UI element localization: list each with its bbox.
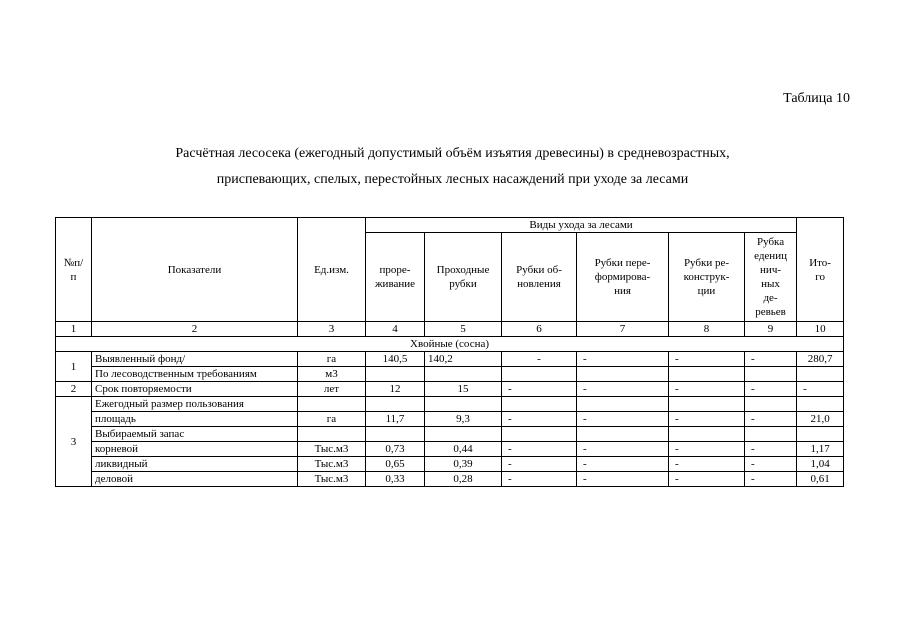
header-indicators: Показатели [92,218,298,322]
row-label: площадь [92,412,298,427]
cell-single-tree: - [745,352,797,367]
cell-passage: 9,3 [425,412,502,427]
header-reform-cutting: Рубки пере- формирова- ния [577,233,669,322]
row-number: 2 [56,382,92,397]
cell-total: - [797,382,844,397]
title-line-2: приспевающих, спелых, перестойных лесных насаждений при уходе за лесами [216,172,689,187]
cell-reform: - [577,457,669,472]
row-unit: Тыс.м3 [298,457,366,472]
row-label: Срок повторяемости [92,382,298,397]
empty-cell [366,397,425,412]
row-unit: м3 [298,367,366,382]
cell-renewal: - [502,472,577,487]
cell-reconstruction: - [669,457,745,472]
cell-reform: - [577,442,669,457]
empty-cell [502,367,577,382]
empty-cell [298,397,366,412]
cell-renewal: - [502,352,577,367]
cell-reform: - [577,352,669,367]
col-number: 8 [669,322,745,337]
empty-cell [797,397,844,412]
empty-cell [502,397,577,412]
row-number: 1 [56,352,92,382]
empty-cell [745,367,797,382]
col-number: 9 [745,322,797,337]
cell-total: 21,0 [797,412,844,427]
empty-cell [425,427,502,442]
col-number: 2 [92,322,298,337]
cell-total: 280,7 [797,352,844,367]
cell-passage: 0,44 [425,442,502,457]
cell-single-tree: - [745,382,797,397]
empty-cell [745,397,797,412]
cell-reform: - [577,412,669,427]
cell-single-tree: - [745,472,797,487]
empty-cell [502,427,577,442]
cell-reconstruction: - [669,412,745,427]
empty-cell [577,397,669,412]
section-title: Хвойные (сосна) [56,337,844,352]
cell-passage: 15 [425,382,502,397]
col-number: 1 [56,322,92,337]
table-row [56,367,844,382]
table-row [56,472,844,487]
col-number: 10 [797,322,844,337]
table-row [56,352,844,367]
table-row [56,412,844,427]
header-num: №п/ п [56,218,92,322]
cell-renewal: - [502,412,577,427]
table-row [56,397,844,412]
col-number: 4 [366,322,425,337]
empty-cell [669,367,745,382]
cell-thinning: 12 [366,382,425,397]
cell-renewal: - [502,457,577,472]
cell-reform: - [577,472,669,487]
table-row [56,427,844,442]
empty-cell [425,367,502,382]
cell-total: 0,61 [797,472,844,487]
table-row [56,457,844,472]
forest-cutting-table [55,217,844,487]
empty-cell [797,427,844,442]
cell-passage: 140,2 [425,352,502,367]
cell-single-tree: - [745,457,797,472]
empty-cell [366,427,425,442]
header-unit: Ед.изм. [298,218,366,322]
empty-cell [577,427,669,442]
row-label: Выявленный фонд/ [92,352,298,367]
cell-reform: - [577,382,669,397]
header-thinning: проре- живание [366,233,425,322]
row-label: ликвидный [92,457,298,472]
empty-cell [745,427,797,442]
cell-thinning: 11,7 [366,412,425,427]
row-unit: га [298,412,366,427]
row-label: По лесоводственным требованиям [92,367,298,382]
table-row [56,382,844,397]
empty-cell [669,397,745,412]
row-number: 3 [56,397,92,487]
cell-renewal: - [502,442,577,457]
header-passage-cutting: Проходные рубки [425,233,502,322]
cell-passage: 0,39 [425,457,502,472]
cell-reconstruction: - [669,382,745,397]
header-row-1 [56,218,844,233]
cell-thinning: 0,65 [366,457,425,472]
cell-reconstruction: - [669,352,745,367]
row-label: корневой [92,442,298,457]
cell-single-tree: - [745,442,797,457]
cell-reconstruction: - [669,472,745,487]
cell-thinning: 0,73 [366,442,425,457]
document-title [100,141,805,193]
col-number: 3 [298,322,366,337]
cell-passage: 0,28 [425,472,502,487]
header-reconstruction-cutting: Рубки ре- конструк- ции [669,233,745,322]
row-unit: га [298,352,366,367]
row-unit: Тыс.м3 [298,442,366,457]
row-label: Выбираемый запас [92,427,298,442]
empty-cell [797,367,844,382]
row-label: деловой [92,472,298,487]
table-number-label: Таблица 10 [783,91,850,106]
cell-thinning: 140,5 [366,352,425,367]
empty-cell [425,397,502,412]
cell-renewal: - [502,382,577,397]
title-line-1: Расчётная лесосека (ежегодный допустимый объём изъятия древесины) в средневозрастных, [175,146,730,161]
header-single-tree-cutting: Рубка едениц нич- ных де- ревьев [745,233,797,322]
empty-cell [366,367,425,382]
cell-total: 1,04 [797,457,844,472]
col-number: 5 [425,322,502,337]
empty-cell [669,427,745,442]
cell-single-tree: - [745,412,797,427]
header-total: Ито- го [797,218,844,322]
header-care-types: Виды ухода за лесами [366,218,797,233]
empty-cell [298,427,366,442]
cell-total: 1,17 [797,442,844,457]
cell-reconstruction: - [669,442,745,457]
section-row [56,337,844,352]
header-renewal-cutting: Рубки об- новления [502,233,577,322]
empty-cell [577,367,669,382]
col-number: 7 [577,322,669,337]
row-unit: Тыс.м3 [298,472,366,487]
cell-thinning: 0,33 [366,472,425,487]
row-label: Ежегодный размер пользования [92,397,298,412]
column-number-row [56,322,844,337]
col-number: 6 [502,322,577,337]
row-unit: лет [298,382,366,397]
table-row [56,442,844,457]
